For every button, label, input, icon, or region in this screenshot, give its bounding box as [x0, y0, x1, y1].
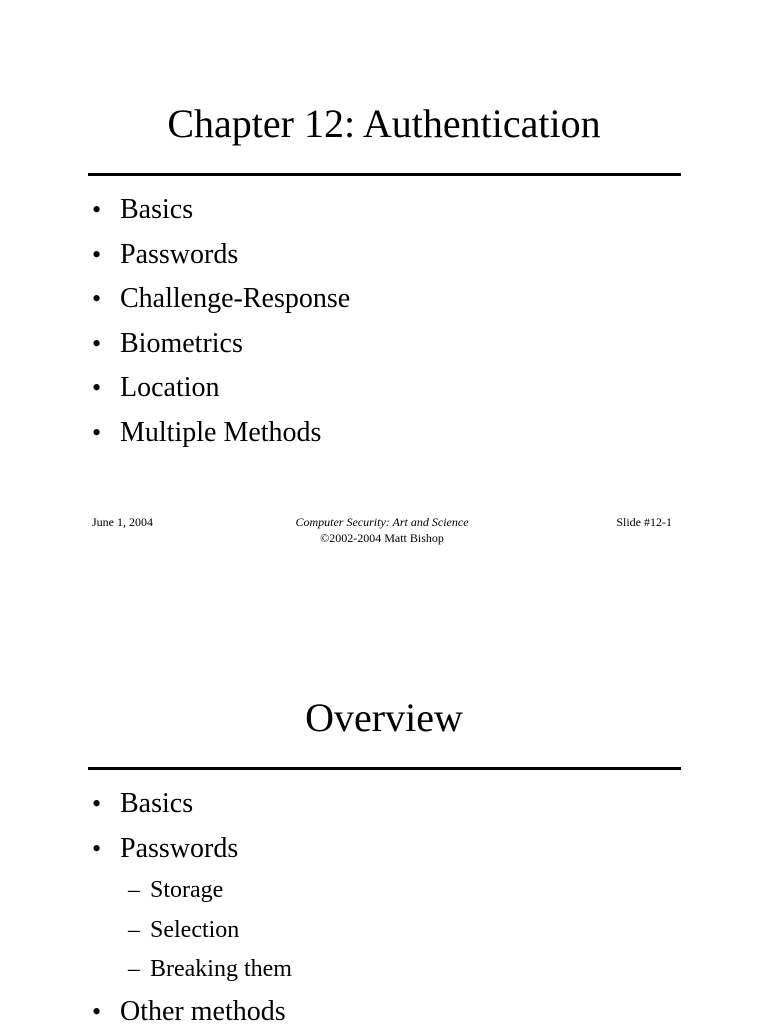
- title-divider: [88, 767, 681, 770]
- dash-mark: –: [128, 916, 140, 943]
- bullet-item: [92, 782, 672, 827]
- bullet-text: Location: [120, 372, 220, 404]
- bullet-mark: •: [92, 996, 102, 1026]
- bullet-mark: •: [92, 239, 102, 269]
- slide-overview: [0, 594, 768, 1027]
- sub-bullet-item: [92, 911, 672, 951]
- sub-bullet-item: [92, 871, 672, 911]
- footer-book-title: Computer Security: Art and Science: [295, 515, 469, 529]
- bullet-text: Challenge-Response: [120, 283, 351, 315]
- bullet-item: [92, 366, 672, 411]
- slide-footer: [92, 514, 672, 550]
- bullet-mark: •: [92, 789, 102, 818]
- bullet-list: [92, 188, 672, 456]
- slide-title: Overview: [305, 695, 463, 740]
- bullet-item: [92, 277, 672, 322]
- sub-bullet-text: Storage: [150, 877, 224, 904]
- bullet-text: Biometrics: [120, 327, 243, 359]
- dash-mark: –: [128, 956, 140, 983]
- slide-title: Chapter 12: Authentication: [167, 101, 601, 146]
- bullet-item: [92, 990, 672, 1034]
- bullet-mark: •: [92, 373, 102, 403]
- bullet-text: Basics: [120, 194, 194, 225]
- bullet-text: Multiple Methods: [120, 416, 322, 448]
- bullet-text: Passwords: [120, 238, 239, 270]
- bullet-mark: •: [92, 284, 102, 314]
- bullet-mark: •: [92, 195, 102, 224]
- title-divider: [88, 173, 681, 176]
- bullet-mark: •: [92, 833, 102, 863]
- footer-date: June 1, 2004: [92, 515, 153, 529]
- footer-copyright: ©2002-2004 Matt Bishop: [320, 531, 444, 545]
- sub-bullet-item: [92, 950, 672, 990]
- bullet-mark: •: [92, 417, 102, 447]
- bullet-item: [92, 322, 672, 367]
- bullet-item: [92, 827, 672, 872]
- bullet-list: [92, 782, 672, 1034]
- bullet-text: Basics: [120, 788, 194, 819]
- bullet-item: [92, 188, 672, 233]
- sub-bullet-text: Breaking them: [150, 956, 292, 983]
- bullet-item: [92, 411, 672, 456]
- bullet-item: [92, 233, 672, 278]
- footer-slide-number: Slide #12-1: [616, 515, 672, 529]
- bullet-text: Other methods: [120, 995, 286, 1027]
- footer-credits: [92, 514, 672, 546]
- bullet-text: Passwords: [120, 832, 239, 864]
- sub-bullet-text: Selection: [150, 916, 240, 943]
- bullet-mark: •: [92, 328, 102, 358]
- dash-mark: –: [128, 877, 140, 904]
